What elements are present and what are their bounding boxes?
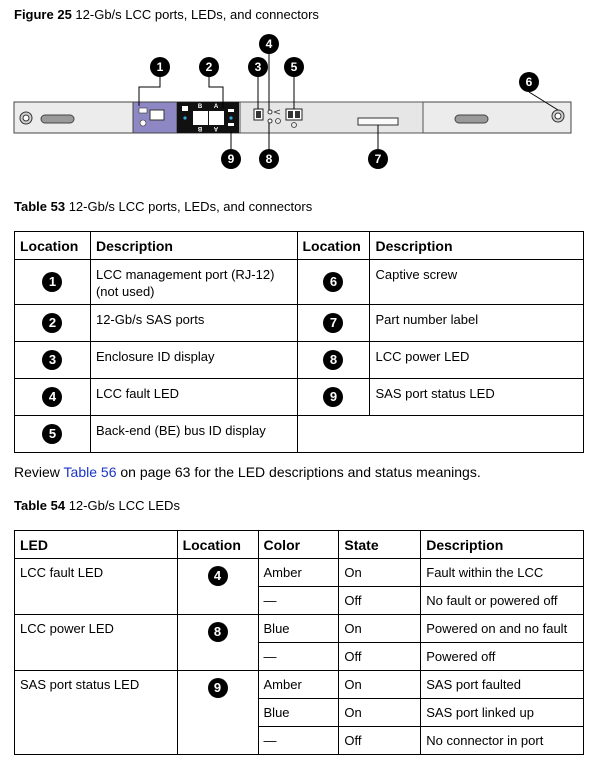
color-cell: Amber bbox=[258, 671, 339, 699]
figure-title: 12-Gb/s LCC ports, LEDs, and connectors bbox=[75, 7, 319, 22]
callout-badge: 7 bbox=[323, 313, 343, 333]
state-cell: On bbox=[339, 559, 421, 587]
description-cell: Powered on and no fault bbox=[421, 615, 584, 643]
svg-text:6: 6 bbox=[525, 75, 533, 89]
state-cell: On bbox=[339, 699, 421, 727]
left-handle-slot bbox=[41, 115, 74, 123]
lcc-diagram bbox=[0, 28, 594, 178]
left-screw-icon bbox=[20, 112, 32, 124]
callout-badge: 3 bbox=[42, 350, 62, 370]
svg-text:8: 8 bbox=[265, 152, 273, 166]
header-description-1: Description bbox=[90, 232, 297, 260]
callout-badge: 2 bbox=[42, 313, 62, 333]
right-screw-icon bbox=[552, 110, 564, 122]
state-cell: Off bbox=[339, 643, 421, 671]
callout-badge: 5 bbox=[42, 424, 62, 444]
table-cell: SAS port status LED bbox=[370, 379, 584, 416]
callout-badge: 4 bbox=[42, 387, 62, 407]
right-handle-slot bbox=[455, 115, 488, 123]
svg-text:5: 5 bbox=[290, 60, 298, 74]
header-color: Color bbox=[258, 531, 339, 559]
part-number-label bbox=[358, 118, 398, 125]
color-cell: — bbox=[258, 587, 339, 615]
figure-number: Figure 25 bbox=[14, 7, 72, 22]
table-cell: Enclosure ID display bbox=[90, 342, 297, 379]
description-cell: No connector in port bbox=[421, 727, 584, 755]
table53-number: Table 53 bbox=[14, 199, 66, 214]
fault-led bbox=[268, 110, 272, 114]
header-location: Location bbox=[177, 531, 258, 559]
table-header-row bbox=[15, 232, 584, 260]
table54-title: 12-Gb/s LCC LEDs bbox=[68, 498, 180, 513]
table53-caption bbox=[14, 199, 312, 214]
figure-caption bbox=[14, 7, 319, 22]
table-row bbox=[15, 342, 584, 379]
table-row bbox=[15, 559, 584, 587]
callout-badge: 9 bbox=[323, 387, 343, 407]
table-cell: Back-end (BE) bus ID display bbox=[90, 416, 297, 453]
svg-text:4: 4 bbox=[265, 37, 273, 51]
description-cell: Powered off bbox=[421, 643, 584, 671]
table-row bbox=[15, 305, 584, 342]
sas-port-b bbox=[193, 111, 208, 125]
description-cell: Fault within the LCC bbox=[421, 559, 584, 587]
sas-led-left bbox=[183, 116, 186, 119]
table-cell: LCC power LED bbox=[370, 342, 584, 379]
port-label-a-top: A bbox=[213, 104, 219, 110]
led-name: LCC fault LED bbox=[15, 559, 178, 615]
description-cell: SAS port linked up bbox=[421, 699, 584, 727]
table-54 bbox=[14, 530, 584, 755]
power-led bbox=[268, 119, 272, 123]
review-prefix: Review bbox=[14, 464, 64, 480]
state-cell: On bbox=[339, 671, 421, 699]
table-row bbox=[15, 416, 584, 453]
svg-text:9: 9 bbox=[227, 152, 235, 166]
svg-text:3: 3 bbox=[254, 60, 262, 74]
color-cell: — bbox=[258, 727, 339, 755]
color-cell: Amber bbox=[258, 559, 339, 587]
callout-badge: 6 bbox=[323, 272, 343, 292]
rj12-port-icon bbox=[150, 110, 164, 120]
table54-caption bbox=[14, 498, 180, 513]
empty-cell bbox=[297, 416, 584, 453]
table53-title: 12-Gb/s LCC ports, LEDs, and connectors bbox=[68, 199, 313, 214]
table-row bbox=[15, 260, 584, 305]
description-cell: SAS port faulted bbox=[421, 671, 584, 699]
port-label-b-top: B bbox=[197, 104, 203, 110]
table-53 bbox=[14, 231, 584, 453]
sas-led-right bbox=[229, 116, 232, 119]
color-cell: Blue bbox=[258, 699, 339, 727]
led-name: SAS port status LED bbox=[15, 671, 178, 755]
svg-text:7: 7 bbox=[374, 152, 382, 166]
table54-number: Table 54 bbox=[14, 498, 66, 513]
review-suffix: on page 63 for the LED descriptions and status meanings. bbox=[116, 464, 481, 480]
port-label-b-bottom: B bbox=[197, 125, 203, 131]
state-cell: Off bbox=[339, 587, 421, 615]
table-56-link[interactable]: Table 56 bbox=[63, 464, 117, 480]
header-location-1: Location bbox=[15, 232, 91, 260]
callout-badge: 9 bbox=[208, 678, 228, 698]
svg-text:2: 2 bbox=[205, 60, 213, 74]
table-cell: LCC management port (RJ-12) (not used) bbox=[90, 260, 297, 305]
callout-badge: 1 bbox=[42, 272, 62, 292]
description-cell: No fault or powered off bbox=[421, 587, 584, 615]
review-note bbox=[14, 464, 481, 480]
table-cell: Captive screw bbox=[370, 260, 584, 305]
table-cell: 12-Gb/s SAS ports bbox=[90, 305, 297, 342]
port-label-a-bottom: A bbox=[213, 125, 219, 131]
header-led: LED bbox=[15, 531, 178, 559]
callout-badge: 4 bbox=[208, 566, 228, 586]
state-cell: On bbox=[339, 615, 421, 643]
header-description: Description bbox=[421, 531, 584, 559]
table-cell: Part number label bbox=[370, 305, 584, 342]
callout-badge: 8 bbox=[208, 622, 228, 642]
header-location-2: Location bbox=[297, 232, 370, 260]
table-row bbox=[15, 379, 584, 416]
led-name: LCC power LED bbox=[15, 615, 178, 671]
sas-port-a bbox=[209, 111, 224, 125]
callout-badge: 8 bbox=[323, 350, 343, 370]
table-row bbox=[15, 671, 584, 699]
table-cell: LCC fault LED bbox=[90, 379, 297, 416]
state-cell: Off bbox=[339, 727, 421, 755]
color-cell: — bbox=[258, 643, 339, 671]
table-row bbox=[15, 615, 584, 643]
header-state: State bbox=[339, 531, 421, 559]
svg-text:1: 1 bbox=[156, 60, 164, 74]
table-header-row bbox=[15, 531, 584, 559]
color-cell: Blue bbox=[258, 615, 339, 643]
header-description-2: Description bbox=[370, 232, 584, 260]
